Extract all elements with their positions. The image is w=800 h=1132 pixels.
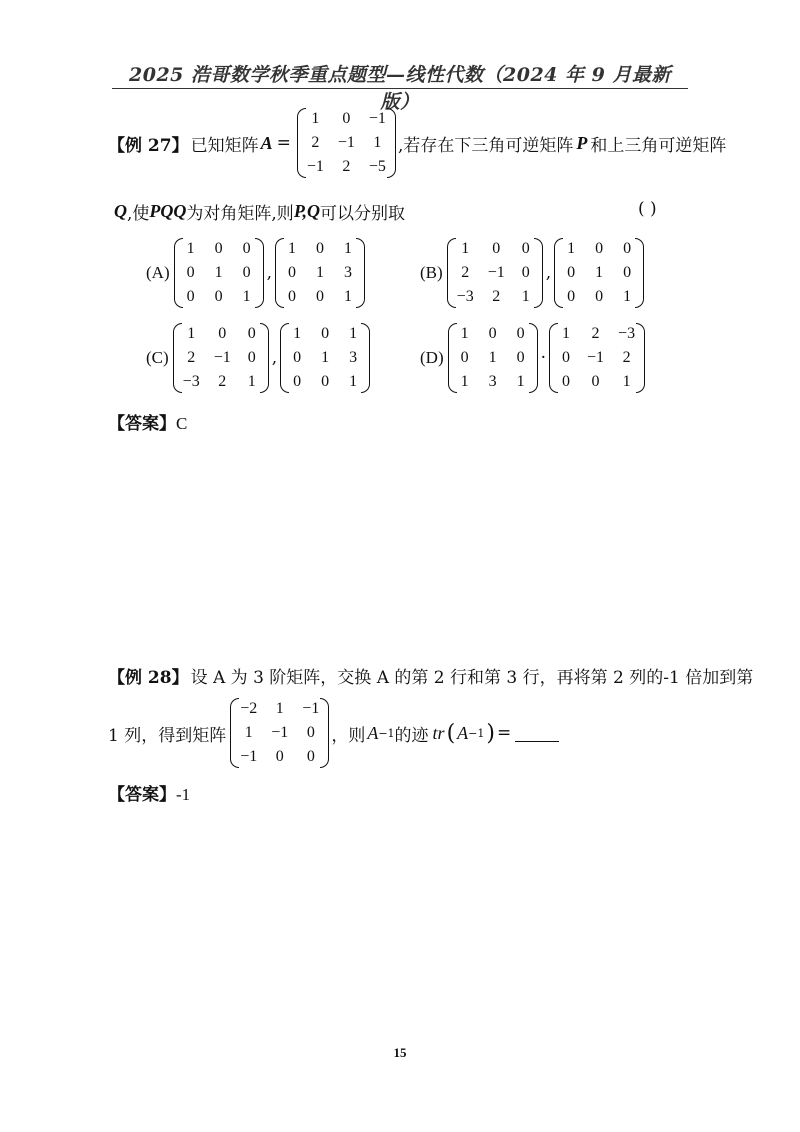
matrix-cell: 1 bbox=[460, 325, 469, 342]
matrix-cell: 1 bbox=[214, 264, 223, 281]
option-A-separator: , bbox=[266, 263, 273, 283]
matrix-cell: −1 bbox=[213, 349, 231, 366]
trace-symbol: tr bbox=[432, 722, 445, 743]
matrix-cell: 1 bbox=[288, 240, 297, 257]
matrix-cell: 1 bbox=[516, 373, 525, 390]
matrix-cell: 0 bbox=[247, 349, 256, 366]
matrix-cell: 0 bbox=[488, 325, 497, 342]
answer-label: 【答案】 bbox=[108, 414, 176, 434]
example-28-line2-text2: ，则 bbox=[331, 725, 366, 746]
matrix-cell: 1 bbox=[187, 325, 196, 342]
matrix-cell: 0 bbox=[460, 349, 469, 366]
example-28-line2-text1: 1 列，得到矩阵 bbox=[108, 725, 227, 746]
fill-in-blank bbox=[515, 725, 559, 742]
matrix-cell: 0 bbox=[288, 288, 297, 305]
option-B-matrix-P bbox=[447, 238, 543, 308]
matrix-cell: 0 bbox=[623, 264, 632, 281]
option-D-label: (D) bbox=[420, 348, 444, 367]
matrix-cell: 1 bbox=[349, 325, 358, 342]
matrix-cell: 0 bbox=[214, 288, 223, 305]
page-header: 2025 浩哥数学秋季重点题型—线性代数（2024 年 9 月最新版） bbox=[129, 64, 671, 113]
option-C-separator: , bbox=[271, 348, 278, 368]
matrix-cell: 1 bbox=[567, 240, 576, 257]
matrix-cell: 0 bbox=[293, 349, 302, 366]
product-PQQ: PQQ bbox=[149, 201, 187, 221]
example-28-line1: 设 A 为 3 阶矩阵，交换 A 的第 2 行和第 3 行，再将第 2 列的-1 倍加到第 bbox=[190, 668, 754, 688]
matrix-cell: −5 bbox=[368, 158, 386, 175]
example-27-text-after-1: ,若存在下三角可逆矩阵 bbox=[397, 135, 574, 156]
example-28-answer bbox=[108, 780, 190, 805]
matrix-cell: 1 bbox=[460, 373, 469, 390]
matrix-cell: −1 bbox=[587, 349, 605, 366]
paren-close: ) bbox=[486, 720, 495, 746]
matrix-cell: 0 bbox=[516, 349, 525, 366]
matrix-cell: 0 bbox=[186, 264, 195, 281]
matrix-cell: 1 bbox=[623, 288, 632, 305]
matrix-cell: 2 bbox=[461, 264, 470, 281]
matrix-cell: 1 bbox=[316, 264, 325, 281]
option-C-matrix-P bbox=[173, 323, 269, 393]
option-B-matrix-Q bbox=[554, 238, 644, 308]
matrix-cell: 0 bbox=[321, 373, 330, 390]
matrix-cell: 0 bbox=[275, 748, 284, 765]
matrix-A-symbol-2: A bbox=[457, 722, 469, 743]
matrix-cell: −3 bbox=[182, 373, 200, 390]
matrix-cell: −1 bbox=[240, 748, 258, 765]
option-A-matrix-Q bbox=[275, 238, 365, 308]
example-27-text-after-2: 和上三角可逆矩阵 bbox=[590, 135, 727, 156]
inverse-superscript: −1 bbox=[378, 726, 395, 740]
matrix-cell: 1 bbox=[244, 724, 253, 741]
matrix-A-name: A bbox=[260, 132, 273, 153]
matrix-cell: 2 bbox=[591, 325, 600, 342]
option-A-matrix-P bbox=[174, 238, 264, 308]
matrix-cell: 1 bbox=[186, 240, 195, 257]
example-27-tag: 【例 27】 bbox=[108, 135, 189, 156]
answer-label-28: 【答案】 bbox=[108, 785, 176, 805]
matrix-cell: 0 bbox=[288, 264, 297, 281]
option-D-separator: · bbox=[540, 348, 547, 368]
matrix-cell: −1 bbox=[368, 110, 386, 127]
example-28-line-2 bbox=[108, 698, 559, 768]
matrix-cell: 2 bbox=[342, 158, 351, 175]
matrix-cell: −3 bbox=[618, 325, 636, 342]
matrix-cell: 2 bbox=[187, 349, 196, 366]
paren-open: ( bbox=[446, 720, 456, 746]
matrix-cell: 0 bbox=[595, 288, 604, 305]
matrix-cell: 0 bbox=[562, 373, 571, 390]
matrix-cell: 1 bbox=[461, 240, 470, 257]
example-28-line-1 bbox=[108, 663, 753, 688]
matrix-cell: −1 bbox=[302, 700, 320, 717]
matrix-cell: 0 bbox=[316, 288, 325, 305]
equals-sign-28: = bbox=[496, 723, 512, 743]
matrix-cell: 3 bbox=[344, 264, 353, 281]
matrix-cell: −1 bbox=[306, 158, 324, 175]
matrix-cell: 0 bbox=[321, 325, 330, 342]
option-D bbox=[420, 323, 647, 393]
matrix-cell: 1 bbox=[242, 288, 251, 305]
matrix-cell: 1 bbox=[344, 240, 353, 257]
matrix-cell: 0 bbox=[492, 240, 501, 257]
option-A-label: (A) bbox=[146, 263, 170, 282]
example-28-line2-text3: 的迹 bbox=[394, 725, 429, 746]
matrix-cell: 2 bbox=[311, 134, 320, 151]
option-B bbox=[420, 238, 646, 308]
matrix-cell: 0 bbox=[214, 240, 223, 257]
matrix-P-name: P bbox=[576, 132, 588, 153]
P-Q-names: P,Q bbox=[293, 201, 320, 221]
matrix-cell: −3 bbox=[456, 288, 474, 305]
option-C-label: (C) bbox=[146, 348, 169, 367]
example-28-tag: 【例 28】 bbox=[108, 668, 189, 688]
matrix-cell: 1 bbox=[488, 349, 497, 366]
choice-answer-blank: ( ) bbox=[638, 199, 657, 219]
example-27-line2-text3: 可以分别取 bbox=[320, 204, 405, 224]
inverse-superscript-2: −1 bbox=[468, 726, 485, 740]
matrix-cell: 1 bbox=[321, 349, 330, 366]
matrix-cell: −1 bbox=[271, 724, 289, 741]
matrix-cell: 1 bbox=[344, 288, 353, 305]
matrix-cell: 0 bbox=[342, 110, 351, 127]
matrix-cell: −2 bbox=[240, 700, 258, 717]
matrix-cell: 1 bbox=[373, 134, 382, 151]
matrix-cell: 0 bbox=[521, 240, 530, 257]
example-27-line2-text2: 为对角矩阵,则 bbox=[186, 204, 294, 224]
matrix-cell: 3 bbox=[349, 349, 358, 366]
matrix-cell: 0 bbox=[316, 240, 325, 257]
page-number: 15 bbox=[393, 1045, 407, 1060]
matrix-cell: 0 bbox=[186, 288, 195, 305]
example-27-line-2 bbox=[114, 199, 405, 224]
matrix-cell: 0 bbox=[242, 240, 251, 257]
option-B-separator: , bbox=[545, 263, 552, 283]
matrix-cell: 0 bbox=[242, 264, 251, 281]
example-27-text-before: 已知矩阵 bbox=[190, 135, 259, 156]
matrix-cell: 1 bbox=[311, 110, 320, 127]
answer-value-28: -1 bbox=[176, 785, 191, 804]
matrix-cell: 1 bbox=[562, 325, 571, 342]
matrix-cell: 0 bbox=[591, 373, 600, 390]
matrix-cell: 1 bbox=[275, 700, 284, 717]
equals-sign: = bbox=[276, 133, 291, 153]
matrix-28 bbox=[230, 698, 329, 768]
option-D-matrix-Q bbox=[549, 323, 645, 393]
matrix-cell: 0 bbox=[247, 325, 256, 342]
option-C-matrix-Q bbox=[280, 323, 370, 393]
matrix-cell: 1 bbox=[521, 288, 530, 305]
matrix-cell: 1 bbox=[349, 373, 358, 390]
matrix-cell: 1 bbox=[293, 325, 302, 342]
matrix-cell: 0 bbox=[521, 264, 530, 281]
matrix-cell: 0 bbox=[567, 288, 576, 305]
matrix-cell: 0 bbox=[567, 264, 576, 281]
matrix-A-symbol: A bbox=[367, 722, 379, 743]
option-B-label: (B) bbox=[420, 263, 443, 282]
matrix-cell: 1 bbox=[247, 373, 256, 390]
matrix-cell: 0 bbox=[293, 373, 302, 390]
matrix-A bbox=[297, 108, 396, 178]
header-rule bbox=[112, 88, 688, 89]
example-27-line2-text1: ,使 bbox=[127, 204, 150, 224]
matrix-cell: 0 bbox=[516, 325, 525, 342]
example-27-line-1 bbox=[108, 108, 726, 178]
matrix-cell: −1 bbox=[337, 134, 355, 151]
option-C bbox=[146, 323, 372, 393]
matrix-cell: 2 bbox=[622, 349, 631, 366]
example-27-answer bbox=[108, 409, 187, 434]
option-D-matrix-P bbox=[448, 323, 538, 393]
matrix-cell: 0 bbox=[595, 240, 604, 257]
matrix-cell: 0 bbox=[306, 724, 315, 741]
matrix-cell: 0 bbox=[306, 748, 315, 765]
matrix-cell: 1 bbox=[622, 373, 631, 390]
matrix-cell: 2 bbox=[492, 288, 501, 305]
matrix-cell: 3 bbox=[488, 373, 497, 390]
matrix-Q-name: Q bbox=[114, 201, 127, 221]
answer-value: C bbox=[176, 414, 188, 433]
matrix-cell: 2 bbox=[218, 373, 227, 390]
matrix-cell: 0 bbox=[218, 325, 227, 342]
option-A bbox=[146, 238, 367, 308]
matrix-cell: 0 bbox=[623, 240, 632, 257]
matrix-cell: 0 bbox=[562, 349, 571, 366]
matrix-cell: 1 bbox=[595, 264, 604, 281]
matrix-cell: −1 bbox=[487, 264, 505, 281]
